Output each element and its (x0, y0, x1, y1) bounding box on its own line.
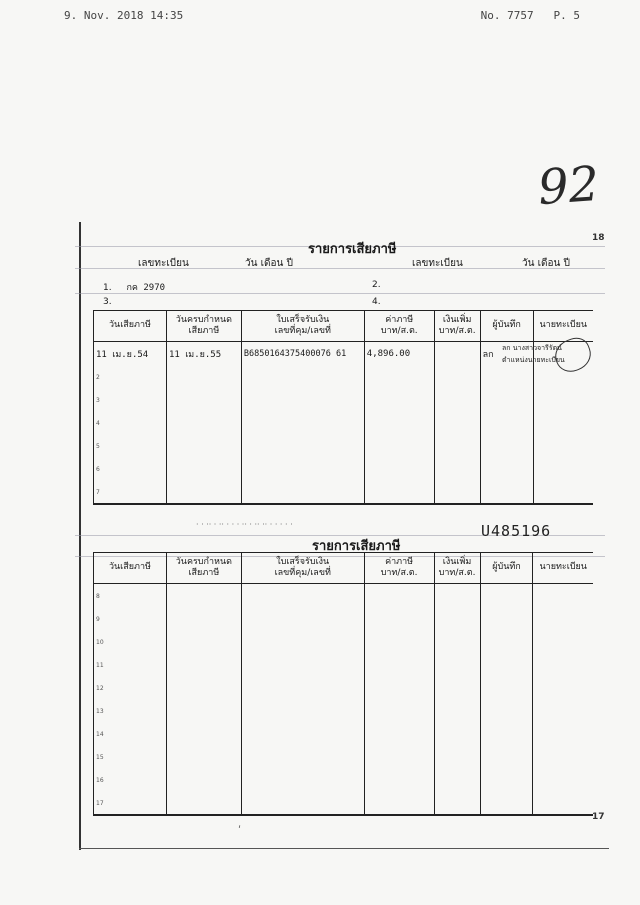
header-text: เงินเพิ่ม (442, 314, 472, 325)
scan-noise: · · ·· · ·· · · · ·· · ·· ·· · · · · · (196, 520, 293, 529)
header-text: ใบเสร็จรับเงิน (276, 556, 330, 567)
cell-tax-amount (364, 388, 434, 411)
header-text: เลขที่คุม/เลขที่ (274, 326, 331, 336)
reg-row-num: 3. (103, 297, 112, 307)
header-text: วันเสียภาษี (108, 562, 151, 573)
cell-receipt: B6850164375400076 61 (241, 342, 364, 366)
cell-tax-date (94, 457, 167, 480)
table-header-row (94, 553, 594, 584)
cell-tax-amount (364, 630, 434, 653)
cell-registrar (533, 607, 593, 630)
cell-tax-date (94, 768, 167, 791)
cell-receipt (241, 676, 364, 699)
table-row (94, 607, 594, 630)
row-number: 17 (96, 799, 104, 807)
reg-no-label-right: เลขทะเบียน (412, 258, 463, 269)
header-text: ค่าภาษี (385, 556, 414, 567)
stamp-line-1: ลก นางสาวจารีรัตน์ (502, 344, 562, 352)
col-header-registrar (533, 311, 593, 342)
header-text: บาท/ส.ต. (438, 568, 476, 578)
cell-receipt (241, 653, 364, 676)
fax-datetime: 9. Nov. 2018 14:35 (64, 9, 184, 22)
cell-due-date: 11 เม.ย.55 (166, 342, 241, 366)
reg-row-num: 1. (103, 283, 112, 293)
cell-surcharge (434, 584, 480, 608)
cell-surcharge (434, 480, 480, 504)
cell-surcharge (434, 745, 480, 768)
cell-due-date (166, 457, 241, 480)
cell-registrar (533, 676, 593, 699)
cell-tax-date (94, 676, 167, 699)
col-header-recorder (480, 311, 533, 342)
registrar-stamp (502, 341, 588, 371)
cell-tax-date (94, 411, 167, 434)
row-number: 3 (96, 396, 100, 404)
cell-registrar (533, 457, 593, 480)
cell-due-date (166, 791, 241, 815)
header-text: วันครบกำหนด (175, 314, 232, 325)
row-number: 16 (96, 776, 104, 784)
cell-tax-amount (364, 584, 434, 608)
cell-recorder (480, 630, 533, 653)
date-label-right: วัน เดือน ปี (522, 258, 570, 269)
table-row (94, 630, 594, 653)
table-row (94, 653, 594, 676)
cell-surcharge (434, 791, 480, 815)
stamp-line-2: ตำแหน่งนายทะเบียน (502, 356, 565, 364)
reg-row-num: 2. (372, 280, 381, 290)
document-number: U485196 (481, 522, 552, 540)
cell-due-date (166, 388, 241, 411)
cell-due-date (166, 411, 241, 434)
header-text: นายทะเบียน (539, 320, 587, 331)
reg-row-4 (372, 297, 381, 307)
cell-recorder (480, 607, 533, 630)
cell-tax-amount (364, 699, 434, 722)
frame-left-border (79, 222, 81, 850)
cell-due-date (166, 653, 241, 676)
table-row (94, 699, 594, 722)
cell-surcharge (434, 676, 480, 699)
cell-due-date (166, 607, 241, 630)
header-text: บาท/ส.ต. (380, 568, 418, 578)
cell-receipt (241, 699, 364, 722)
cell-registrar (533, 480, 593, 504)
cell-receipt (241, 768, 364, 791)
cell-registrar (533, 434, 593, 457)
row-number: 10 (96, 638, 104, 646)
cell-surcharge (434, 699, 480, 722)
cell-tax-amount (364, 480, 434, 504)
fax-number: No. 7757 (480, 9, 534, 22)
cell-due-date (166, 365, 241, 388)
cell-surcharge (434, 342, 480, 366)
corner-number-bottom: 17 (592, 812, 605, 822)
cell-tax-date (94, 584, 167, 608)
cell-tax-date (94, 480, 167, 504)
cell-due-date (166, 745, 241, 768)
row-number: 7 (96, 488, 100, 496)
reg-row-value: กค 2970 (126, 283, 166, 293)
col-header-receipt (241, 311, 364, 342)
cell-due-date (166, 630, 241, 653)
scan-noise: ʹ (238, 824, 242, 837)
cell-tax-amount (364, 768, 434, 791)
col-header-tax-amount (364, 553, 434, 584)
col-header-due-date (166, 553, 241, 584)
col-header-registrar (533, 553, 593, 584)
cell-recorder (480, 434, 533, 457)
cell-receipt (241, 365, 364, 388)
col-header-surcharge (434, 553, 480, 584)
cell-surcharge (434, 630, 480, 653)
fax-page: P. 5 (553, 9, 580, 22)
cell-tax-amount (364, 457, 434, 480)
header-text: บาท/ส.ต. (380, 326, 418, 336)
header-text: ผู้บันทึก (492, 562, 521, 573)
cell-recorder (480, 676, 533, 699)
table-row (94, 676, 594, 699)
col-header-tax-date (94, 311, 167, 342)
reg-row-1 (103, 280, 166, 294)
col-header-receipt (241, 553, 364, 584)
cell-registrar (533, 630, 593, 653)
cell-surcharge (434, 722, 480, 745)
cell-surcharge (434, 365, 480, 388)
reg-row-num: 4. (372, 297, 381, 307)
cell-recorder (480, 388, 533, 411)
cell-recorder (480, 584, 533, 608)
cell-due-date (166, 768, 241, 791)
col-header-tax-date (94, 553, 167, 584)
cell-receipt (241, 457, 364, 480)
cell-recorder (480, 457, 533, 480)
cell-recorder (480, 699, 533, 722)
cell-tax-date (94, 699, 167, 722)
tax-table-1 (93, 310, 593, 505)
header-text: บาท/ส.ต. (438, 326, 476, 336)
cell-recorder (480, 653, 533, 676)
table-row (94, 388, 594, 411)
cell-tax-amount (364, 411, 434, 434)
header-text: วันเสียภาษี (108, 320, 151, 331)
header-text: ใบเสร็จรับเงิน (276, 314, 330, 325)
cell-registrar (533, 791, 593, 815)
row-number: 15 (96, 753, 104, 761)
cell-due-date (166, 676, 241, 699)
cell-tax-date (94, 722, 167, 745)
cell-recorder (480, 745, 533, 768)
header-text: นายทะเบียน (539, 562, 587, 573)
header-text: เงินเพิ่ม (442, 556, 472, 567)
row-number: 4 (96, 419, 100, 427)
cell-surcharge (434, 607, 480, 630)
row-number: 2 (96, 373, 100, 381)
handwritten-page-number: 92 (536, 155, 601, 217)
reg-row-3 (103, 297, 112, 307)
cell-due-date (166, 434, 241, 457)
cell-surcharge (434, 768, 480, 791)
cell-tax-amount (364, 365, 434, 388)
cell-tax-amount: 4,896.00 (364, 342, 434, 366)
cell-surcharge (434, 653, 480, 676)
cell-receipt (241, 388, 364, 411)
table-row (94, 411, 594, 434)
table-row (94, 791, 594, 815)
cell-registrar (533, 699, 593, 722)
cell-tax-date (94, 365, 167, 388)
col-header-recorder (480, 553, 533, 584)
fax-number-page (481, 9, 580, 22)
col-header-tax-amount (364, 311, 434, 342)
row-number: 14 (96, 730, 104, 738)
cell-due-date (166, 480, 241, 504)
cell-tax-amount (364, 676, 434, 699)
cell-registrar (533, 653, 593, 676)
frame-bottom-border (79, 848, 609, 849)
row-number: 6 (96, 465, 100, 473)
cell-surcharge (434, 457, 480, 480)
table-row (94, 584, 594, 608)
row-number: 13 (96, 707, 104, 715)
cell-tax-date (94, 607, 167, 630)
header-text: เสียภาษี (188, 568, 220, 578)
cell-recorder (480, 722, 533, 745)
cell-surcharge (434, 411, 480, 434)
cell-registrar (533, 768, 593, 791)
cell-due-date (166, 699, 241, 722)
row-number: 9 (96, 615, 100, 623)
row-number: 5 (96, 442, 100, 450)
cell-tax-amount (364, 722, 434, 745)
cell-tax-amount (364, 745, 434, 768)
cell-tax-date (94, 745, 167, 768)
col-header-surcharge (434, 311, 480, 342)
table-row (94, 722, 594, 745)
cell-receipt (241, 584, 364, 608)
header-text: เสียภาษี (188, 326, 220, 336)
scan-line (75, 293, 605, 294)
row-number: 8 (96, 592, 100, 600)
table-row (94, 745, 594, 768)
cell-registrar (533, 722, 593, 745)
row-number: 11 (96, 661, 104, 669)
cell-tax-amount (364, 653, 434, 676)
table-row (94, 434, 594, 457)
section-title-2: รายการเสียภาษี (312, 539, 401, 554)
cell-tax-date (94, 342, 167, 366)
table-row (94, 480, 594, 504)
header-text: เลขที่คุม/เลขที่ (274, 568, 331, 578)
cell-tax-amount (364, 791, 434, 815)
header-text: ผู้บันทึก (492, 320, 521, 331)
cell-tax-date (94, 653, 167, 676)
cell-receipt (241, 434, 364, 457)
cell-receipt (241, 607, 364, 630)
cell-receipt (241, 791, 364, 815)
cell-tax-date (94, 388, 167, 411)
cell-tax-date (94, 434, 167, 457)
cell-receipt (241, 745, 364, 768)
reg-row-2 (372, 280, 381, 290)
reg-no-label-left: เลขทะเบียน (138, 258, 189, 269)
cell-receipt (241, 411, 364, 434)
tax-table-2 (93, 552, 593, 816)
section-title: รายการเสียภาษี (308, 242, 397, 257)
date-label-left: วัน เดือน ปี (245, 258, 293, 269)
cell-tax-amount (364, 607, 434, 630)
cell-tax-date (94, 791, 167, 815)
cell-registrar (533, 411, 593, 434)
cell-receipt (241, 630, 364, 653)
cell-recorder: ลก (480, 342, 533, 366)
cell-tax-amount (364, 434, 434, 457)
cell-due-date (166, 584, 241, 608)
table-row (94, 457, 594, 480)
cell-receipt (241, 722, 364, 745)
corner-number-top: 18 (592, 233, 605, 243)
cell-registrar (533, 388, 593, 411)
header-text: วันครบกำหนด (175, 556, 232, 567)
cell-surcharge (434, 388, 480, 411)
cell-surcharge (434, 434, 480, 457)
cell-recorder (480, 411, 533, 434)
table-header-row (94, 311, 594, 342)
col-header-due-date (166, 311, 241, 342)
cell-recorder (480, 768, 533, 791)
cell-receipt (241, 480, 364, 504)
cell-due-date (166, 722, 241, 745)
header-text: ค่าภาษี (385, 314, 414, 325)
cell-recorder (480, 480, 533, 504)
row-number: 12 (96, 684, 104, 692)
cell-registrar (533, 745, 593, 768)
cell-text: 11 เม.ย.54 (96, 349, 149, 360)
cell-recorder (480, 791, 533, 815)
table-row (94, 768, 594, 791)
cell-registrar (533, 584, 593, 608)
cell-tax-date (94, 630, 167, 653)
